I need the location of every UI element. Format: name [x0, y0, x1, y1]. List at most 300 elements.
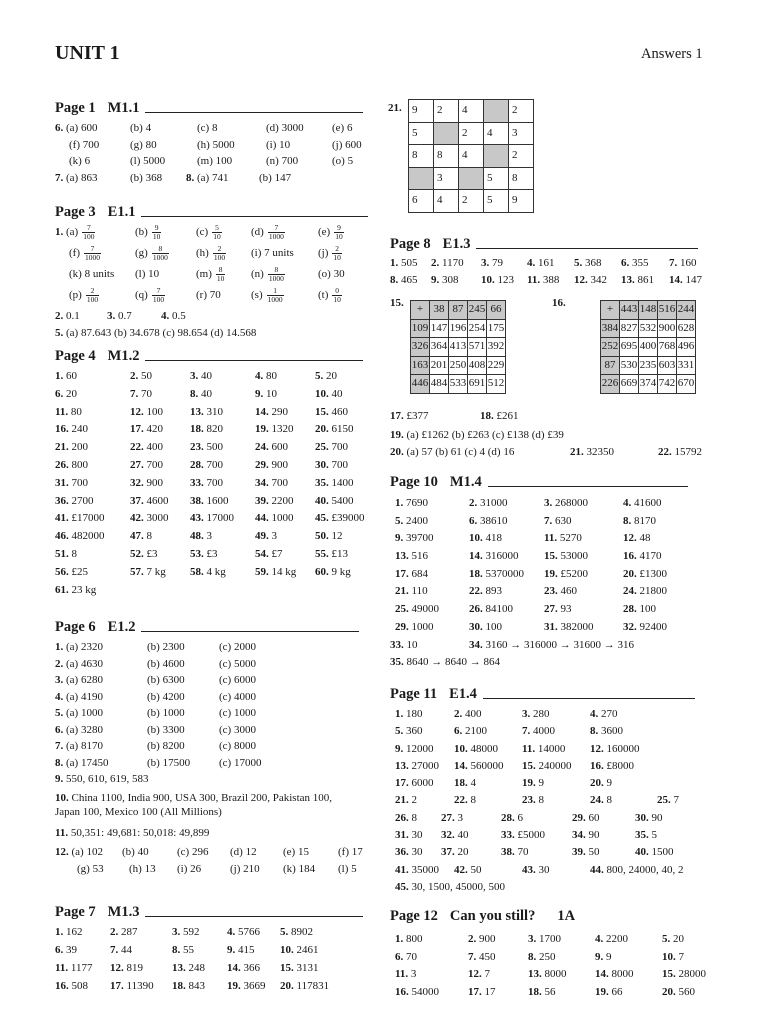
- answer-text: 20: [326, 370, 337, 382]
- section-code: M1.4: [449, 474, 482, 490]
- answer-cell: [55, 672, 103, 689]
- answer-text: 700: [206, 476, 223, 489]
- grid-cell: [484, 145, 509, 168]
- answer-text: 92400: [639, 620, 667, 633]
- answer-cell: [390, 272, 418, 289]
- question-number: 9.: [395, 742, 406, 755]
- answer-text: (b) 1000: [147, 707, 185, 719]
- answer-cell: [544, 583, 577, 600]
- answer-cell: [130, 386, 152, 403]
- grid-cell: 2: [509, 100, 534, 123]
- answer-cell: [395, 949, 417, 966]
- answer-cell: [196, 245, 226, 262]
- answer-cell: [501, 844, 529, 861]
- answer-cell: [332, 120, 352, 137]
- answer-cell: [315, 510, 365, 527]
- fraction-denominator: 10: [216, 274, 225, 283]
- question-number: 7.: [669, 257, 680, 269]
- answer-cell: [177, 844, 208, 861]
- answer-cell: [590, 741, 640, 758]
- question-number: 5.: [55, 326, 66, 339]
- answer-text: (b) 2300: [147, 641, 185, 653]
- answer-text: 54000: [411, 985, 439, 998]
- table-cell: 695: [620, 338, 639, 357]
- answer-cell: [469, 495, 508, 512]
- answer-text: 160: [680, 257, 697, 269]
- table-cell: 670: [677, 375, 696, 394]
- answer-text: £5000: [517, 829, 545, 842]
- question-number: 14.: [255, 405, 272, 418]
- answer-cell: [130, 439, 163, 456]
- answer-cell: [590, 862, 684, 879]
- answer-cell: [623, 548, 662, 565]
- answer-text: (b) 4: [130, 122, 152, 134]
- answer-text: 2: [411, 794, 417, 807]
- answer-text: 38610: [480, 514, 508, 527]
- table-row: [601, 301, 696, 320]
- answer-cell: [227, 924, 260, 941]
- fraction-denominator: 1000: [267, 295, 283, 304]
- grid-row: [409, 122, 534, 145]
- answer-row: [55, 639, 375, 656]
- answer-cell: [454, 775, 476, 792]
- question-number: 27.: [441, 811, 458, 824]
- answer-text: 8000: [611, 968, 634, 980]
- answer-cell: [230, 861, 260, 878]
- answer-text: 8: [606, 794, 612, 807]
- answer-text: (a) 87.643 (b) 34.678 (c) 98.654 (d) 14.568: [66, 326, 257, 339]
- answer-cell: [662, 984, 695, 1001]
- answer-cell: [55, 924, 83, 941]
- question-number: 13.: [172, 962, 189, 974]
- answer-text: 7 kg: [146, 565, 166, 578]
- answer-text: 5370000: [485, 567, 524, 580]
- answer-text: (a) 3280: [66, 723, 103, 736]
- answer-text: 355: [632, 257, 649, 269]
- section-code: E1.4: [449, 686, 477, 702]
- table-cell: 244: [677, 301, 696, 320]
- heading-rule: [141, 202, 368, 217]
- question-number: 21.: [570, 446, 587, 458]
- answer-row: [55, 546, 375, 564]
- answer-cell: [130, 120, 151, 137]
- section-code: E1.1: [107, 204, 136, 220]
- grid-row: [409, 190, 534, 213]
- section-p7: [55, 902, 375, 996]
- answer-text: (c) 8: [197, 122, 218, 134]
- table-cell: 443: [620, 301, 639, 320]
- section-body: [55, 224, 375, 341]
- answer-cell: [130, 457, 163, 474]
- question-number: 46.: [55, 530, 72, 543]
- answer-cell: [190, 386, 212, 403]
- grid-cell: [484, 100, 509, 123]
- table-cell: 516: [658, 301, 677, 320]
- answer-text: 1000: [411, 620, 434, 633]
- answer-cell: [219, 672, 256, 689]
- table-row: [601, 356, 696, 375]
- answer-cell: [572, 844, 600, 861]
- section-code: E1.3: [442, 236, 471, 252]
- grid-cell: 5: [484, 167, 509, 190]
- answer-cell: [55, 546, 77, 563]
- answer-cell: [469, 530, 502, 547]
- answer-text: 17000: [206, 512, 234, 525]
- answer-cell: [190, 510, 234, 527]
- question-number: 13.: [395, 550, 412, 563]
- question-number: 7.: [544, 514, 555, 527]
- question-number: 1.: [55, 370, 66, 382]
- question-number: 1.: [395, 933, 406, 945]
- fraction: [152, 245, 169, 262]
- table-cell: 250: [449, 356, 468, 375]
- answer-text: (c) 296: [177, 846, 209, 858]
- heading-rule: [476, 234, 698, 249]
- question-number: 28.: [623, 603, 640, 616]
- answer-text: 600: [271, 441, 288, 454]
- question-number: 2.: [55, 310, 66, 322]
- answer-text: 8: [146, 530, 152, 543]
- answer-text: (a) 4630: [66, 657, 103, 670]
- answer-row: [55, 245, 375, 266]
- grid-cell: 5: [409, 122, 434, 145]
- grid-cell: 2: [509, 145, 534, 168]
- answer-text: (c) 4000: [219, 690, 256, 703]
- answer-cell: [280, 924, 313, 941]
- answer-text: 388: [542, 274, 560, 286]
- table-cell: 235: [639, 356, 658, 375]
- answer-text: (a) 57 (b) 61 (c) 4 (d) 16: [406, 446, 515, 458]
- table-cell: 496: [677, 338, 696, 357]
- table-row: [411, 319, 506, 338]
- answer-cell: [147, 656, 185, 673]
- answer-cell: [528, 931, 561, 948]
- answer-text: £261: [496, 410, 519, 422]
- fraction-denominator: 1000: [268, 232, 284, 241]
- fraction-numerator: 8: [216, 266, 226, 275]
- grid-cell: 9: [409, 100, 434, 123]
- answer-text: 20: [66, 387, 77, 400]
- table-cell: 691: [468, 375, 487, 394]
- answer-text: 147: [685, 274, 702, 286]
- answer-cell: [227, 978, 266, 995]
- question-number: 12.: [110, 962, 127, 974]
- answer-cell: [522, 758, 572, 775]
- answer-text: 415: [238, 944, 255, 956]
- answer-cell: [338, 861, 357, 878]
- answer-row: [55, 457, 375, 475]
- answer-cell: [315, 475, 354, 492]
- answer-text: 1177: [70, 962, 93, 974]
- answer-row: [55, 386, 375, 404]
- answer-text: 90: [588, 829, 600, 842]
- answer-cell: [255, 439, 288, 456]
- table-cell: 38: [430, 301, 449, 320]
- answer-text: 482000: [71, 530, 105, 543]
- question-number: 21.: [395, 585, 412, 598]
- question-number: 18.: [528, 985, 545, 998]
- answer-text: 1400: [331, 476, 354, 489]
- question-number: 21.: [395, 794, 412, 807]
- question-number: 14.: [227, 962, 244, 974]
- answer-text: 15792: [674, 446, 702, 458]
- question-number: 43.: [522, 863, 539, 876]
- answer-cell: [219, 689, 256, 706]
- answer-cell: [130, 368, 152, 385]
- grid-cell: 2: [459, 122, 484, 145]
- question-number: 38.: [190, 494, 207, 507]
- answer-cell: [621, 255, 649, 272]
- answer-cell: [469, 601, 513, 618]
- answer-cell: [55, 439, 88, 456]
- question-number: 30.: [315, 458, 332, 471]
- answer-cell: [255, 546, 283, 563]
- answer-cell: [528, 949, 556, 966]
- answer-row: [55, 755, 375, 772]
- question-number: 10.: [662, 950, 679, 963]
- question-number: 18.: [190, 423, 207, 436]
- answer-cell: [172, 960, 205, 977]
- answer-row: [55, 844, 375, 861]
- answer-text: 360: [406, 725, 423, 738]
- answer-text: 8: [71, 547, 77, 560]
- answer-row: [390, 723, 720, 740]
- question-number: 20.: [623, 567, 640, 580]
- fraction: [213, 245, 226, 262]
- question-number: 3.: [55, 674, 66, 686]
- answer-cell: [590, 758, 634, 775]
- question-number: 4.: [527, 257, 538, 269]
- question-number: 5.: [280, 926, 291, 938]
- answer-cell: [662, 966, 706, 983]
- grid-cell: 3: [434, 167, 459, 190]
- question-number: 50.: [315, 530, 332, 543]
- answer-row: [55, 170, 375, 187]
- question-number: 8.: [186, 171, 197, 184]
- answer-cell: [623, 530, 651, 547]
- question-number: 8.: [55, 756, 66, 769]
- grid-cell: 5: [484, 190, 509, 213]
- answer-cell: [129, 861, 156, 878]
- answer-cell: [55, 705, 103, 722]
- fraction-numerator: 7: [152, 287, 165, 296]
- answer-cell: [255, 493, 294, 510]
- answer-cell: [161, 308, 186, 325]
- section-heading: [390, 684, 720, 704]
- answer-cell: [572, 810, 600, 827]
- answer-cell: [623, 513, 656, 530]
- question-number: 36.: [395, 846, 412, 859]
- fraction-denominator: 1000: [268, 274, 284, 283]
- answer-text: (i) 7 units: [251, 247, 294, 259]
- answer-text: 1000: [271, 512, 294, 525]
- answer-text: China 1100, India 900, USA 300, Brazil 200, Pakistan 100, Japan 100, Mexico 100 (All Millions): [55, 792, 333, 818]
- answer-cell: [69, 287, 99, 304]
- fraction: [332, 245, 342, 262]
- answer-text: 382000: [560, 620, 594, 633]
- grid-cell: 4: [459, 145, 484, 168]
- question-number: 37.: [130, 494, 147, 507]
- answer-row: [390, 495, 720, 513]
- question-number: 35.: [635, 829, 652, 842]
- fraction-denominator: 100: [213, 253, 226, 262]
- answer-cell: [55, 510, 105, 527]
- answer-text: 31000: [480, 497, 508, 509]
- answer-cell: [130, 546, 158, 563]
- unit-title: UNIT 1: [55, 42, 120, 64]
- grid-cell: 4: [484, 122, 509, 145]
- answer-text: 9: [606, 950, 612, 963]
- question-number: 52.: [130, 547, 147, 560]
- question-number: 15.: [544, 550, 561, 563]
- answer-cell: [441, 810, 463, 827]
- table-cell: 533: [449, 375, 468, 394]
- answer-text: 66: [611, 985, 623, 998]
- question-number: 26.: [55, 458, 72, 471]
- answer-row: [55, 266, 375, 287]
- answer-text: (d): [251, 226, 264, 239]
- answer-row: [390, 530, 720, 548]
- question-number: 2.: [454, 708, 465, 720]
- question-number: 19.: [544, 567, 561, 580]
- answer-cell: [55, 325, 256, 342]
- fraction-numerator: 2: [332, 245, 342, 254]
- question-number: 58.: [190, 565, 207, 578]
- answer-cell: [662, 931, 684, 948]
- question-number: 41.: [395, 863, 412, 876]
- answer-text: 48000: [470, 742, 498, 755]
- table-row: [601, 375, 696, 394]
- question-number: 22.: [658, 446, 675, 458]
- question-number: 11.: [55, 827, 71, 839]
- answer-cell: [395, 931, 423, 948]
- answer-cell: [130, 153, 165, 170]
- question-number: 18.: [454, 777, 471, 790]
- answer-text: 21800: [639, 585, 667, 598]
- answer-cell: [469, 513, 508, 530]
- answer-row: [55, 656, 375, 673]
- question-number: 35.: [315, 476, 332, 489]
- answer-cell: [318, 224, 344, 241]
- answer-row: [55, 368, 375, 386]
- answer-text: (g) 80: [130, 138, 157, 151]
- question-number: 16.: [623, 550, 640, 563]
- question-number: 31.: [55, 476, 72, 489]
- answer-text: 560: [678, 985, 695, 998]
- question-number: 19.: [255, 423, 272, 436]
- answer-cell: [69, 266, 114, 283]
- answer-cell: [315, 564, 351, 581]
- answer-text: 70: [517, 846, 529, 859]
- question-number: 17.: [395, 567, 412, 580]
- answer-cell: [55, 722, 103, 739]
- answer-text: (o) 30: [318, 268, 345, 280]
- answer-text: 50: [141, 370, 152, 382]
- fraction-denominator: 100: [152, 295, 165, 304]
- question-number: 23.: [544, 585, 561, 598]
- heading-rule: [145, 902, 363, 917]
- question-number: 42.: [454, 863, 471, 876]
- answer-cell: [318, 287, 342, 304]
- answer-cell: [528, 966, 567, 983]
- answer-text: 100: [639, 603, 656, 616]
- question-number: 10.: [481, 274, 498, 286]
- question-number: 5.: [662, 933, 673, 945]
- answer-text: 30: [411, 829, 423, 842]
- answer-cell: [147, 689, 185, 706]
- answer-cell: [338, 844, 363, 861]
- answer-cell: [219, 722, 256, 739]
- question-number: 4.: [255, 370, 266, 382]
- answer-text: £377: [406, 410, 429, 422]
- answer-cell: [255, 564, 296, 581]
- answer-cell: [55, 825, 209, 842]
- answer-text: 240: [71, 423, 88, 436]
- answer-cell: [522, 862, 550, 879]
- question-number: 54.: [255, 547, 272, 560]
- answer-text: (l) 5: [338, 862, 357, 875]
- answer-text: (a) £1262 (b) £263 (c) £138 (d) £39: [406, 429, 564, 441]
- answer-text: 460: [331, 405, 348, 418]
- question-number: 61.: [55, 583, 72, 596]
- fraction: [216, 266, 226, 283]
- answer-cell: [55, 960, 93, 977]
- answer-cell: [315, 404, 348, 421]
- question-number: 31.: [544, 620, 561, 633]
- answer-cell: [219, 705, 256, 722]
- section-code-2: 1A: [557, 908, 576, 924]
- answer-text: (k) 8 units: [69, 268, 115, 280]
- question-number: 11.: [527, 274, 543, 286]
- table-cell: 148: [639, 301, 658, 320]
- answer-text: 4600: [146, 494, 169, 507]
- answer-text: 60: [588, 811, 600, 824]
- question-number: 10.: [469, 532, 486, 545]
- answer-text: 2200: [271, 494, 294, 507]
- answer-cell: [595, 984, 623, 1001]
- answer-cell: [469, 583, 502, 600]
- answer-text: 308: [442, 274, 459, 286]
- question-number: 20.: [590, 777, 607, 790]
- question-number: 34.: [255, 476, 272, 489]
- answer-row: [55, 153, 375, 170]
- table-cell: 109: [411, 319, 430, 338]
- answer-text: (e) 15: [283, 846, 309, 858]
- question-number: 41.: [55, 512, 72, 525]
- answer-cell: [390, 444, 514, 461]
- question-number: 4.: [161, 310, 172, 322]
- answer-cell: [395, 741, 434, 758]
- question-number: 18.: [172, 980, 189, 992]
- answer-text: 900: [271, 458, 288, 471]
- answer-cell: [395, 723, 423, 740]
- answer-row: [390, 966, 720, 984]
- answer-cell: [190, 457, 223, 474]
- answer-cell: [395, 530, 434, 547]
- question-number: 57.: [130, 565, 147, 578]
- question-number: 30.: [469, 620, 486, 633]
- question-number: 33.: [190, 476, 207, 489]
- answer-text: 316000: [485, 550, 519, 563]
- question-number: 24.: [623, 585, 640, 598]
- question-number: 9.: [595, 950, 606, 963]
- answer-cell: [454, 758, 504, 775]
- answer-cell: [441, 844, 469, 861]
- answer-row: [55, 672, 375, 689]
- answer-cell: [197, 120, 217, 137]
- answer-text: 0.5: [172, 310, 186, 322]
- question-number: 4.: [227, 926, 238, 938]
